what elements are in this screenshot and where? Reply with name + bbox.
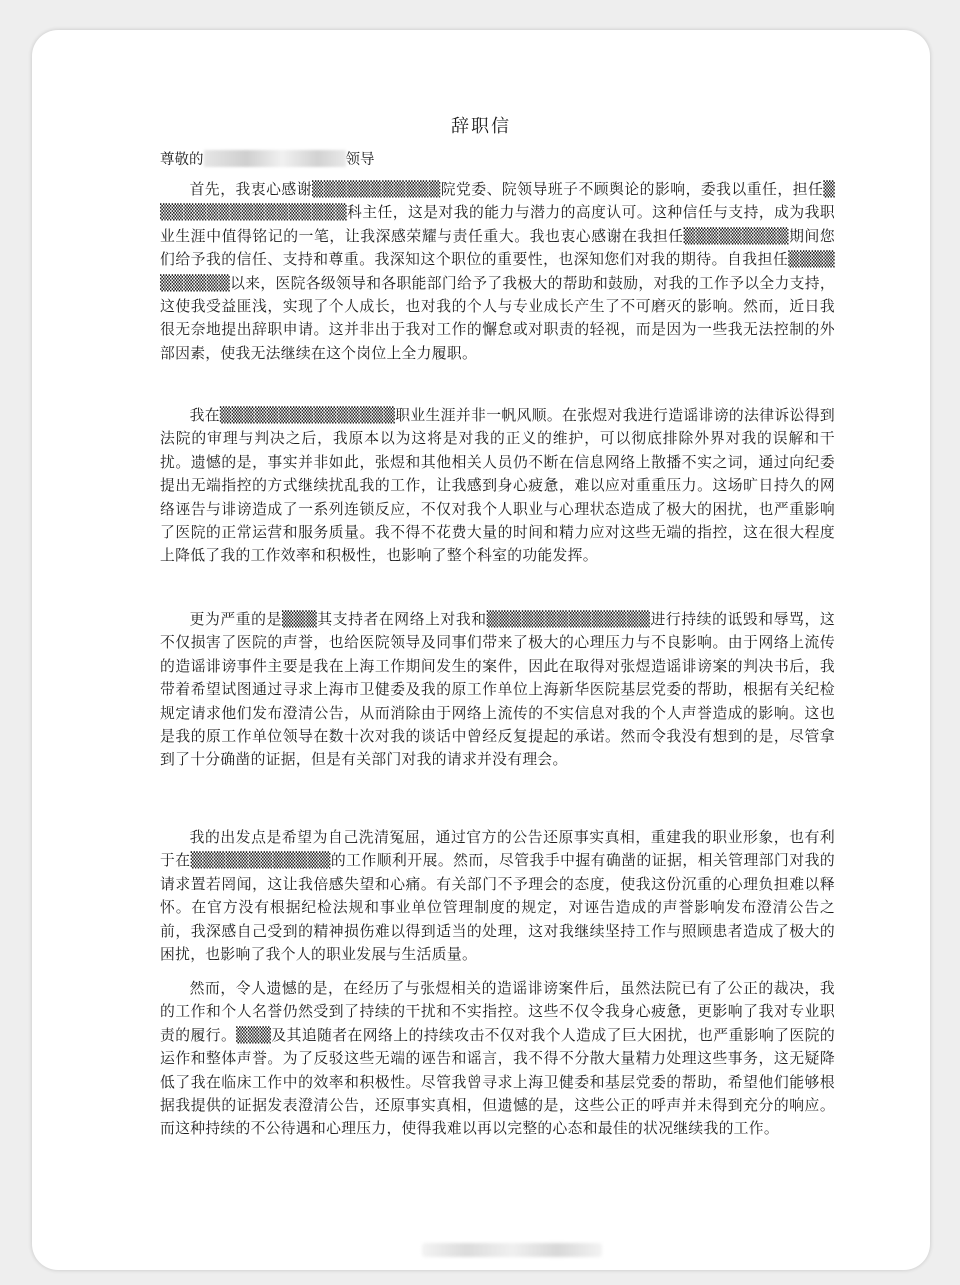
redacted-footer-bar <box>422 1243 602 1257</box>
paragraph-3: 更为严重的是▒▒▒其支持者在网络上对我和▒▒▒▒▒▒▒▒▒▒▒▒▒▒进行持续的诋毁和辱骂，这不仅损害了医院的声誉，也给医院领导及同事们带来了极大的心理压力与不良影响。由于网络上流传的造谣诽谤事件主要是我在上海工作期间发生的案件，因此在取得对张煜造谣诽谤案的判决书后，我带着希望试图通过寻求上海市卫健委及我的原工作单位上海新华医院基层党委的帮助，根据有关纪检规定请求他们发布澄清公告，从而消除由于网络上流传的不实信息对我的个人声誉造成的影响。这也是我的原工作单位领导在数十次对我的谈话中曾经反复提起的承诺。然而令我没有想到的是，尽管拿到了十分确凿的证据，但是有关部门对我的请求并没有理会。 <box>160 611 835 769</box>
paragraph-4: 我的出发点是希望为自己洗清冤屈，通过官方的公告还原事实真相，重建我的职业形象，也有利于在▒▒▒▒▒▒▒▒▒▒▒▒的工作顺利开展。然而，尽管我手中握有确凿的证据，相关管理部门对我的请求置若罔闻，这让我倍感失望和心痛。有关部门不予理会的态度，使我这份沉重的心理负担难以释怀。在官方没有根据纪检法规和事业单位管理制度的规定，对诬告造成的声誉影响发布澄清公告之前，我深感自己受到的精神损伤难以得到适当的处理，这对我继续坚持工作与照顾患者造成了极大的困扰，也影响了我个人的职业发展与生活质量。 <box>160 829 835 964</box>
letter-title: 辞职信 <box>451 116 511 137</box>
salutation <box>160 150 375 170</box>
paragraph-1: 首先，我衷心感谢▒▒▒▒▒▒▒▒▒▒▒院党委、院领导班子不顾舆论的影响，委我以重任，担任▒▒▒▒▒▒▒▒▒▒▒▒▒▒▒▒▒科主任，这是对我的能力与潜力的高度认可。这种信任与支持，成为我职业生涯中值得铭记的一笔，让我深感荣耀与责任重大。我也衷心感谢在我担任▒▒▒▒▒▒▒▒▒期间您们给予我的信任、支持和尊重。我深知这个职位的重要性，也深知您们对我的期待。自我担任▒▒▒▒▒▒▒▒▒▒以来，医院各级领导和各职能部门给予了我极大的帮助和鼓励，对我的工作予以全力支持，这使我受益匪浅，实现了个人成长，也对我的个人与专业成长产生了不可磨灭的影响。然而，近日我很无奈地提出辞职申请。这并非出于我对工作的懈怠或对职责的轻视，而是因为一些我无法控制的外部因素，使我无法继续在这个岗位上全力履职。 <box>160 181 835 362</box>
document-page <box>32 30 930 1270</box>
paragraph-2: 我在▒▒▒▒▒▒▒▒▒▒▒▒▒▒▒职业生涯并非一帆风顺。在张煜对我进行造谣诽谤的法律诉讼得到法院的审理与判决之后，我原本以为这将是对我的正义的维护，可以彻底排除外界对我的误解和干扰。遗憾的是，事实并非如此，张煜和其他相关人员仍不断在信息网络上散播不实之词，通过向纪委提出无端指控的方式继续扰乱我的工作，让我感到身心疲惫，难以应对重重压力。这场旷日持久的网络诬告与诽谤造成了一系列连锁反应，不仅对我个人职业与心理状态造成了极大的困扰，也严重影响了医院的正常运营和服务质量。我不得不花费大量的时间和精力应对这些无端的指控，这在很大程度上降低了我的工作效率和积极性，也影响了整个科室的功能发挥。 <box>160 407 835 565</box>
salutation-end: 领导 <box>345 152 375 168</box>
redacted-recipient <box>204 150 346 167</box>
paragraph-5: 然而，令人遗憾的是，在经历了与张煜相关的造谣诽谤案件后，虽然法院已有了公正的裁决，我的工作和个人名誉仍然受到了持续的干扰和不实指控。这些不仅令我身心疲惫，更影响了我对专业职责的履行。▒▒▒及其追随者在网络上的持续攻击不仅对我个人造成了巨大困扰，也严重影响了医院的运作和整体声誉。为了反驳这些无端的诬告和谣言，我不得不分散大量精力处理这些事务，这无疑降低了我在临床工作中的效率和积极性。尽管我曾寻求上海卫健委和基层党委的帮助，希望他们能够根据我提供的证据发表澄清公告，还原事实真相，但遗憾的是，这些公正的呼声并未得到充分的响应。而这种持续的不公待遇和心理压力，使得我难以再以完整的心态和最佳的状况继续我的工作。 <box>160 980 835 1138</box>
salutation-start: 尊敬的 <box>160 152 204 168</box>
